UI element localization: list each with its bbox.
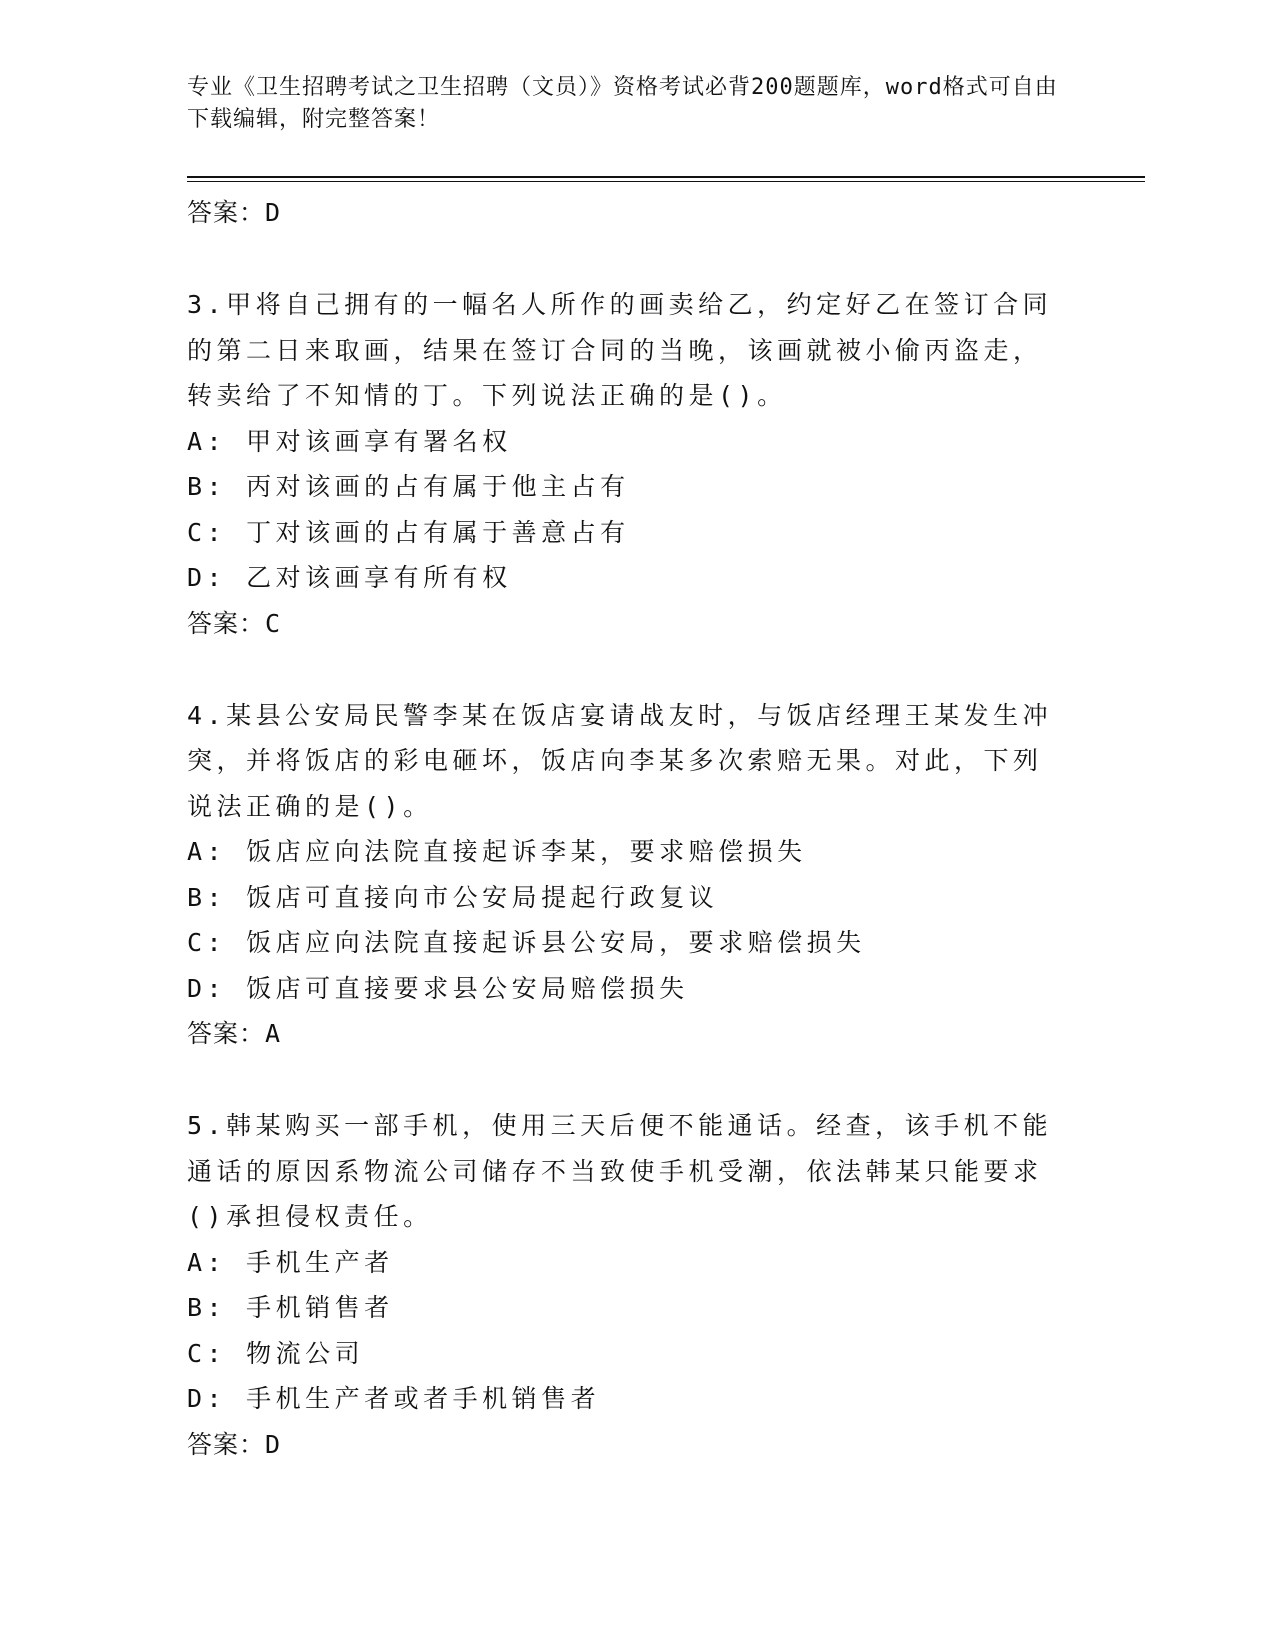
question-text: 5.韩某购买一部手机，使用三天后便不能通话。经查，该手机不能通话的原因系物流公司储存不当致使手机受潮，依法韩某只能要求()承担侵权责任。 — [187, 1111, 1053, 1231]
option-letter: C: — [187, 517, 227, 547]
option-text: 手机生产者 — [246, 1247, 394, 1277]
option-text: 饭店应向法院直接起诉县公安局，要求赔偿损失 — [246, 928, 866, 957]
option-letter: A: — [187, 1247, 227, 1277]
option-text: 乙对该画享有所有权 — [246, 563, 512, 592]
option-text: 丁对该画的占有属于善意占有 — [246, 517, 630, 547]
option-text: 手机生产者或者手机销售者 — [246, 1384, 601, 1413]
answer-line: 答案：D — [187, 198, 282, 227]
option-letter: C: — [187, 1338, 227, 1368]
option-text: 甲对该画享有署名权 — [246, 426, 512, 456]
option-d — [187, 555, 1067, 601]
page-header: 专业《卫生招聘考试之卫生招聘（文员）》资格考试必背200题题库，word格式可自由下载编辑，附完整答案！ — [187, 75, 1058, 132]
option-letter: A: — [187, 837, 227, 866]
question-block — [187, 693, 1067, 1058]
option-text: 饭店可直接向市公安局提起行政复议 — [246, 882, 719, 912]
question-text: 4.某县公安局民警李某在饭店宴请战友时，与饭店经理王某发生冲突，并将饭店的彩电砸坏，饭店向李某多次索赔无果。对此，下列说法正确的是()。 — [187, 700, 1053, 821]
option-d — [187, 966, 1067, 1012]
option-letter: D: — [187, 563, 227, 592]
option-text: 手机销售者 — [246, 1293, 394, 1322]
option-letter: A: — [187, 426, 227, 456]
answer-line: 答案：A — [187, 1019, 282, 1048]
option-b — [187, 464, 1067, 510]
option-letter: B: — [187, 472, 227, 501]
option-letter: D: — [187, 973, 227, 1003]
option-a — [187, 419, 1067, 465]
document-body — [187, 190, 1067, 1468]
option-text: 丙对该画的占有属于他主占有 — [246, 472, 630, 501]
option-d — [187, 1376, 1067, 1422]
question-block — [187, 1103, 1067, 1468]
spacer — [187, 647, 1067, 693]
question-text: 3.甲将自己拥有的一幅名人所作的画卖给乙，约定好乙在签订合同的第二日来取画，结果在签订合同的当晚，该画就被小偷丙盗走，转卖给了不知情的丁。下列说法正确的是()。 — [187, 290, 1053, 410]
option-letter: B: — [187, 1293, 227, 1322]
option-a — [187, 1240, 1067, 1286]
option-b — [187, 1285, 1067, 1331]
spacer — [187, 1057, 1067, 1103]
question-block — [187, 282, 1067, 647]
option-c — [187, 1331, 1067, 1377]
option-c — [187, 920, 1067, 966]
option-letter: D: — [187, 1384, 227, 1413]
header-rule-thin — [187, 181, 1145, 182]
option-letter: C: — [187, 928, 227, 957]
option-b — [187, 875, 1067, 921]
answer-line: 答案：D — [187, 1429, 282, 1459]
option-text: 物流公司 — [246, 1338, 365, 1368]
option-text: 饭店应向法院直接起诉李某，要求赔偿损失 — [246, 837, 807, 866]
option-text: 饭店可直接要求县公安局赔偿损失 — [246, 973, 689, 1003]
answer-line: 答案：C — [187, 608, 282, 638]
option-letter: B: — [187, 882, 227, 912]
header-rule — [187, 176, 1145, 178]
spacer — [187, 236, 1067, 282]
option-a — [187, 829, 1067, 875]
option-c — [187, 510, 1067, 556]
